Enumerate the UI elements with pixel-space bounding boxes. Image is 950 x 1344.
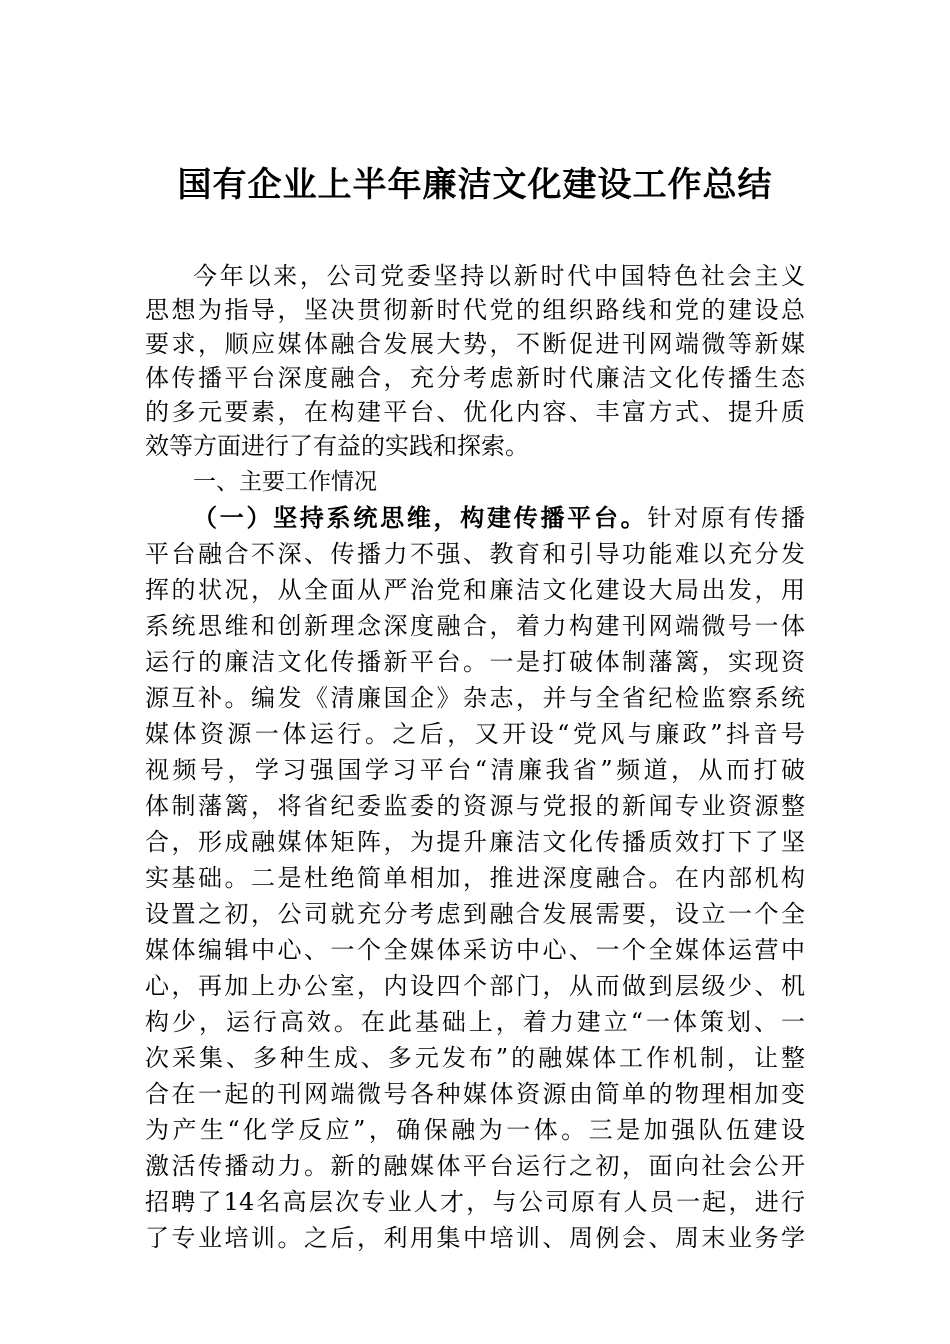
body-line: 次采集、多种生成、多元发布”的融媒体工作机制，让整 bbox=[145, 1044, 805, 1072]
body-line: 为产生“化学反应”，确保融为一体。三是加强队伍建设 bbox=[145, 1116, 805, 1144]
subsection-heading: （一）坚持系统思维，构建传播平台。 bbox=[193, 503, 648, 532]
body-line: 招聘了14名高层次专业人才，与公司原有人员一起，进行 bbox=[145, 1188, 805, 1216]
intro-line: 思想为指导，坚决贯彻新时代党的组织路线和党的建设总 bbox=[145, 296, 805, 324]
body-line: 媒体编辑中心、一个全媒体采访中心、一个全媒体运营中 bbox=[145, 936, 805, 964]
body-line: 设置之初，公司就充分考虑到融合发展需要，设立一个全 bbox=[145, 900, 805, 928]
body-line: 合，形成融媒体矩阵，为提升廉洁文化传播质效打下了坚 bbox=[145, 828, 805, 856]
body-line: 激活传播动力。新的融媒体平台运行之初，面向社会公开 bbox=[145, 1152, 805, 1180]
document-title: 国有企业上半年廉洁文化建设工作总结 bbox=[177, 165, 773, 205]
intro-line: 今年以来，公司党委坚持以新时代中国特色社会主义 bbox=[193, 262, 805, 290]
body-line: 体制藩篱，将省纪委监委的资源与党报的新闻专业资源整 bbox=[145, 792, 805, 820]
body-line: 平台融合不深、传播力不强、教育和引导功能难以充分发 bbox=[145, 540, 805, 568]
body-line: 实基础。二是杜绝简单相加，推进深度融合。在内部机构 bbox=[145, 864, 805, 892]
subsection-first-line-text: 针对原有传播 bbox=[647, 504, 805, 532]
body-line: 挥的状况，从全面从严治党和廉洁文化建设大局出发，用 bbox=[145, 576, 805, 604]
body-line: 合在一起的刊网端微号各种媒体资源由简单的物理相加变 bbox=[145, 1080, 805, 1108]
body-line: 运行的廉洁文化传播新平台。一是打破体制藩篱，实现资 bbox=[145, 648, 805, 676]
body-line: 视频号，学习强国学习平台“清廉我省”频道，从而打破 bbox=[145, 756, 805, 784]
intro-line: 要求，顺应媒体融合发展大势，不断促进刊网端微等新媒 bbox=[145, 330, 805, 358]
body-line: 媒体资源一体运行。之后，又开设“党风与廉政”抖音号 bbox=[145, 720, 805, 748]
subsection-first-line bbox=[193, 500, 805, 536]
section-heading: 一、主要工作情况 bbox=[193, 469, 377, 495]
intro-line: 效等方面进行了有益的实践和探索。 bbox=[145, 432, 529, 460]
intro-line: 体传播平台深度融合，充分考虑新时代廉洁文化传播生态 bbox=[145, 364, 805, 392]
body-line: 源互补。编发《清廉国企》杂志，并与全省纪检监察系统 bbox=[145, 684, 805, 712]
body-line: 了专业培训。之后，利用集中培训、周例会、周末业务学 bbox=[145, 1224, 805, 1252]
body-line: 系统思维和创新理念深度融合，着力构建刊网端微号一体 bbox=[145, 612, 805, 640]
intro-line: 的多元要素，在构建平台、优化内容、丰富方式、提升质 bbox=[145, 398, 805, 426]
body-line: 心，再加上办公室，内设四个部门，从而做到层级少、机 bbox=[145, 972, 805, 1000]
body-line: 构少，运行高效。在此基础上，着力建立“一体策划、一 bbox=[145, 1008, 805, 1036]
